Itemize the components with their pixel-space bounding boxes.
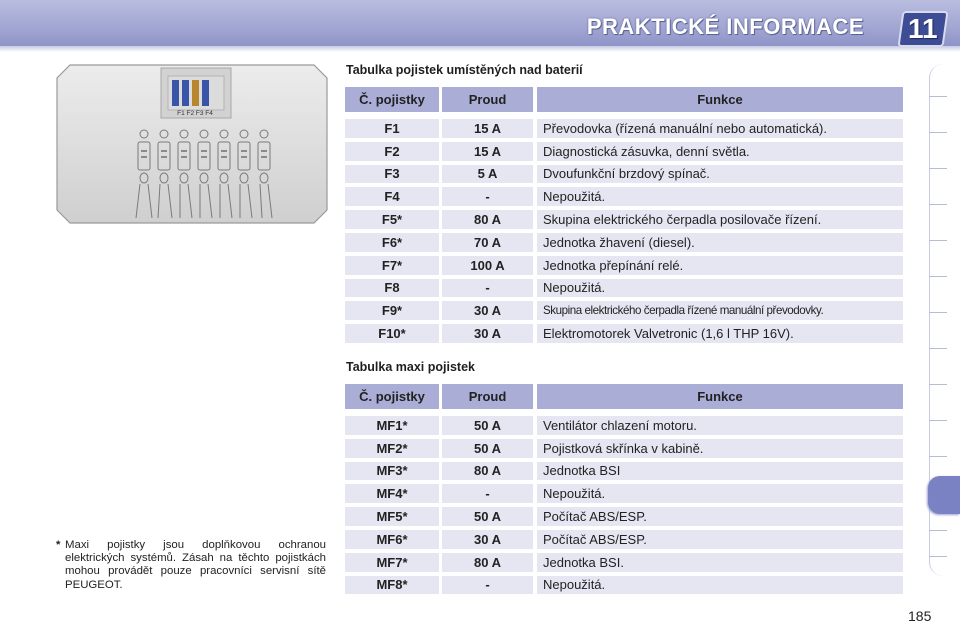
fuse-function: Převodovka (řízená manuální nebo automatická). bbox=[537, 119, 903, 138]
fuse-number: F6* bbox=[345, 233, 439, 252]
fuse-function: Jednotka BSI bbox=[537, 462, 903, 481]
table-row bbox=[345, 460, 903, 483]
table-row bbox=[345, 482, 903, 505]
fuse-number: MF8* bbox=[345, 576, 439, 595]
footnote bbox=[56, 539, 326, 592]
fuse-current: 30 A bbox=[442, 324, 533, 343]
fuse-current: 50 A bbox=[442, 507, 533, 526]
fuse-function: Pojistková skřínka v kabině. bbox=[537, 439, 903, 458]
header-function: Funkce bbox=[537, 87, 903, 112]
page-number: 185 bbox=[908, 608, 932, 624]
fuse-current: 30 A bbox=[442, 530, 533, 549]
active-chapter-tab[interactable] bbox=[928, 476, 960, 514]
table-header bbox=[345, 87, 903, 117]
fuse-f4 bbox=[202, 80, 209, 106]
fuse-labels: F1 F2 F3 F4 bbox=[177, 110, 213, 117]
chapter-tab[interactable] bbox=[929, 530, 947, 531]
fuse-current: 100 A bbox=[442, 256, 533, 275]
fuse-number: F9* bbox=[345, 301, 439, 320]
header-current: Proud bbox=[442, 384, 533, 409]
fuse-current: 80 A bbox=[442, 462, 533, 481]
chapter-tab[interactable] bbox=[929, 240, 947, 241]
chapter-tab[interactable] bbox=[929, 132, 947, 133]
chapter-tab[interactable] bbox=[929, 204, 947, 205]
table-row bbox=[345, 437, 903, 460]
fuse-function: Nepoužitá. bbox=[537, 484, 903, 503]
fuse-number: MF7* bbox=[345, 553, 439, 572]
table-row bbox=[345, 299, 903, 322]
header-current: Proud bbox=[442, 87, 533, 112]
chapter-badge bbox=[897, 11, 948, 47]
chapter-number: 11 bbox=[908, 13, 938, 44]
table-row bbox=[345, 414, 903, 437]
fuse-number: MF1* bbox=[345, 416, 439, 435]
maxi-fuse-table bbox=[345, 384, 903, 596]
fuse-f1 bbox=[172, 80, 179, 106]
table-row bbox=[345, 551, 903, 574]
header-function: Funkce bbox=[537, 384, 903, 409]
fuse-number: MF2* bbox=[345, 439, 439, 458]
battery-fuse-table bbox=[345, 87, 903, 345]
fuse-current: 80 A bbox=[442, 210, 533, 229]
chapter-tab[interactable] bbox=[929, 168, 947, 169]
fuse-number: F5* bbox=[345, 210, 439, 229]
fuse-current: - bbox=[442, 279, 533, 298]
fuse-number: MF6* bbox=[345, 530, 439, 549]
fuse-number: F7* bbox=[345, 256, 439, 275]
fuse-function: Ventilátor chlazení motoru. bbox=[537, 416, 903, 435]
fuse-current: 5 A bbox=[442, 165, 533, 184]
table-row bbox=[345, 505, 903, 528]
fuse-current: 80 A bbox=[442, 553, 533, 572]
table-row bbox=[345, 117, 903, 140]
fuse-function: Nepoužitá. bbox=[537, 279, 903, 298]
chapter-tab[interactable] bbox=[929, 384, 947, 385]
fuse-function: Počítač ABS/ESP. bbox=[537, 530, 903, 549]
fuse-function: Diagnostická zásuvka, denní světla. bbox=[537, 142, 903, 161]
maxi-table-title: Tabulka maxi pojistek bbox=[346, 360, 475, 374]
fuse-current: 30 A bbox=[442, 301, 533, 320]
table-header bbox=[345, 384, 903, 414]
table-row bbox=[345, 528, 903, 551]
fuse-number: F2 bbox=[345, 142, 439, 161]
header-fuse-number: Č. pojistky bbox=[345, 384, 439, 409]
table-row bbox=[345, 185, 903, 208]
fuse-number: MF5* bbox=[345, 507, 439, 526]
footnote-text: Maxi pojistky jsou doplňkovou ochranou elektrických systémů. Zásah na těchto pojistkách mohou provádět pouze pracovníci servisní sítě PEUGEOT. bbox=[65, 539, 326, 591]
table-row bbox=[345, 277, 903, 300]
fuse-number: F8 bbox=[345, 279, 439, 298]
chapter-tab[interactable] bbox=[929, 348, 947, 349]
chapter-tab[interactable] bbox=[929, 312, 947, 313]
fuse-current: - bbox=[442, 484, 533, 503]
fuse-box-diagram bbox=[56, 64, 328, 224]
chapter-tab[interactable] bbox=[929, 456, 947, 457]
fuse-current: - bbox=[442, 187, 533, 206]
battery-table-title: Tabulka pojistek umístěných nad baterií bbox=[346, 63, 583, 77]
fuse-f2 bbox=[182, 80, 189, 106]
fuse-number: F4 bbox=[345, 187, 439, 206]
fuse-f3 bbox=[192, 80, 199, 106]
table-row bbox=[345, 163, 903, 186]
fuse-function: Elektromotorek Valvetronic (1,6 l THP 16V). bbox=[537, 324, 903, 343]
fuse-number: F1 bbox=[345, 119, 439, 138]
fuse-number: MF3* bbox=[345, 462, 439, 481]
footnote-marker: * bbox=[56, 539, 61, 551]
table-row bbox=[345, 322, 903, 345]
header-shadow bbox=[0, 46, 960, 52]
fuse-number: F3 bbox=[345, 165, 439, 184]
fuse-current: 50 A bbox=[442, 439, 533, 458]
chapter-tab[interactable] bbox=[929, 96, 947, 97]
fuse-number: F10* bbox=[345, 324, 439, 343]
chapter-tab[interactable] bbox=[929, 276, 947, 277]
fuse-current: - bbox=[442, 576, 533, 595]
fuse-current: 50 A bbox=[442, 416, 533, 435]
table-row bbox=[345, 140, 903, 163]
chapter-tab[interactable] bbox=[929, 420, 947, 421]
fuse-function: Jednotka žhavení (diesel). bbox=[537, 233, 903, 252]
table-row bbox=[345, 231, 903, 254]
fuse-current: 15 A bbox=[442, 119, 533, 138]
header-fuse-number: Č. pojistky bbox=[345, 87, 439, 112]
table-row bbox=[345, 574, 903, 597]
table-row bbox=[345, 254, 903, 277]
fuse-function: Skupina elektrického čerpadla řízené manuální převodovky. bbox=[537, 301, 903, 320]
fuse-current: 15 A bbox=[442, 142, 533, 161]
fuse-function: Nepoužitá. bbox=[537, 576, 903, 595]
chapter-tab[interactable] bbox=[929, 556, 947, 557]
fuse-function: Počítač ABS/ESP. bbox=[537, 507, 903, 526]
page-title: PRAKTICKÉ INFORMACE bbox=[586, 14, 864, 39]
fuse-function: Skupina elektrického čerpadla posilovače řízení. bbox=[537, 210, 903, 229]
fuse-function: Jednotka BSI. bbox=[537, 553, 903, 572]
fuse-function: Jednotka přepínání relé. bbox=[537, 256, 903, 275]
fuse-function: Nepoužitá. bbox=[537, 187, 903, 206]
table-row bbox=[345, 208, 903, 231]
fuse-number: MF4* bbox=[345, 484, 439, 503]
fuse-current: 70 A bbox=[442, 233, 533, 252]
fuse-function: Dvoufunkční brzdový spínač. bbox=[537, 165, 903, 184]
